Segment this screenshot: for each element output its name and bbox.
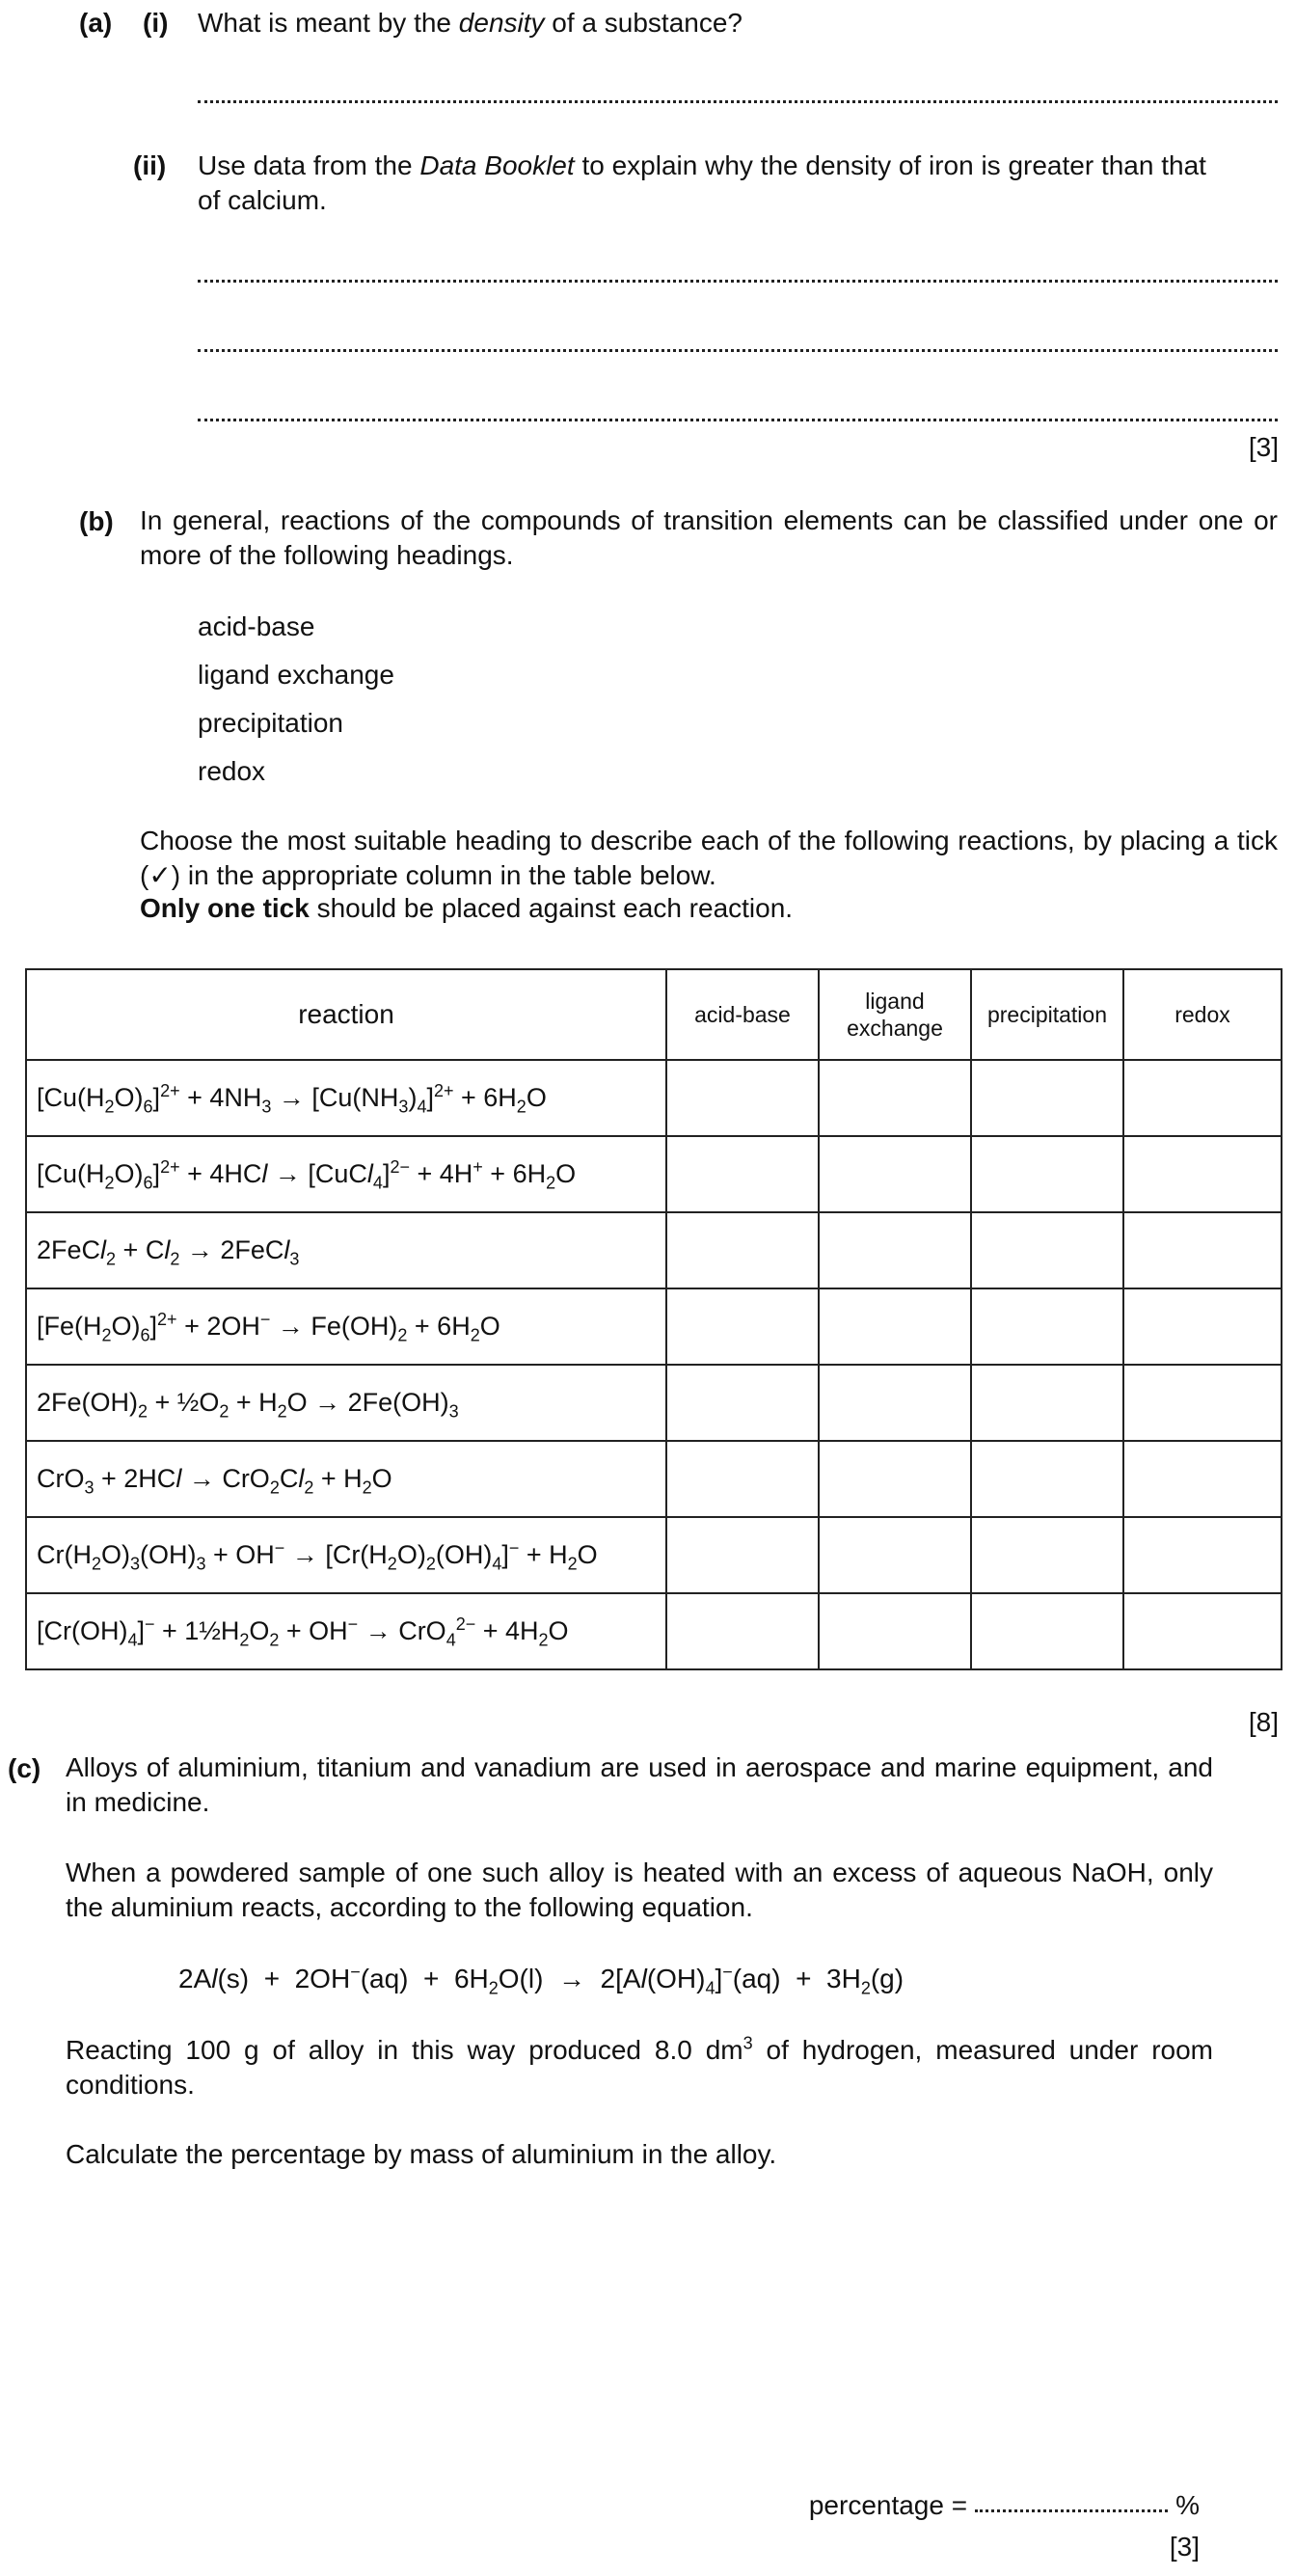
tick-cell-acid-base[interactable] bbox=[666, 1593, 819, 1669]
table-row bbox=[26, 1441, 1282, 1517]
tick-cell-ligand-exchange[interactable] bbox=[819, 1517, 971, 1593]
table-row bbox=[26, 1212, 1282, 1288]
percentage-unit: % bbox=[1175, 2490, 1200, 2520]
tick-cell-ligand-exchange[interactable] bbox=[819, 1441, 971, 1517]
reaction-8: $[Cr(OH)_4]^-$ + $1\frac{1}{2}H_2O_2 + OH^- \to CrO_4^{2-} + 4H_2O$ bbox=[26, 1593, 666, 1669]
header-redox: redox bbox=[1123, 969, 1282, 1060]
marks-a: [3] bbox=[1248, 432, 1279, 462]
tick-cell-redox[interactable] bbox=[1123, 1288, 1282, 1365]
tick-cell-precipitation[interactable] bbox=[971, 1136, 1123, 1212]
reaction-6: $CrO_3 + 2HCl \to CrO_2Cl_2 + H_2O$ bbox=[26, 1441, 666, 1517]
reaction-table bbox=[25, 968, 1282, 1670]
tick-cell-ligand-exchange[interactable] bbox=[819, 1136, 971, 1212]
part-c-paragraph-4: Calculate the percentage by mass of aluminium in the alloy. bbox=[66, 2139, 777, 2169]
reaction-3: 2FeCl$_2$ + $Cl_2$ → 2FeCl$_3$ bbox=[26, 1212, 666, 1288]
tick-cell-precipitation[interactable] bbox=[971, 1365, 1123, 1441]
reaction-1: $[Cu(H_2O)_6]^{2+} + 4NH_3 \to [Cu(NH_3)_4]^{2+} + 6H_2O$ bbox=[26, 1060, 666, 1136]
tick-cell-ligand-exchange[interactable] bbox=[819, 1365, 971, 1441]
table-header-row bbox=[26, 969, 1282, 1060]
table-row bbox=[26, 1365, 1282, 1441]
percentage-label: percentage = bbox=[808, 2490, 968, 2520]
header-ligand-exchange: ligand exchange bbox=[819, 969, 971, 1060]
tick-cell-precipitation[interactable] bbox=[971, 1441, 1123, 1517]
tick-cell-precipitation[interactable] bbox=[971, 1288, 1123, 1365]
part-c-paragraph-3: Reacting 100 g of alloy in this way produced 8.0 $dm^3$ of hydrogen, measured under room conditions. bbox=[66, 2033, 1213, 2100]
tick-cell-precipitation[interactable] bbox=[971, 1212, 1123, 1288]
heading-ligand-exchange: ligand exchange bbox=[198, 660, 394, 690]
tick-cell-redox[interactable] bbox=[1123, 1517, 1282, 1593]
tick-cell-acid-base[interactable] bbox=[666, 1441, 819, 1517]
table-row bbox=[26, 1288, 1282, 1365]
tick-cell-precipitation[interactable] bbox=[971, 1517, 1123, 1593]
answer-line-a-ii-1[interactable] bbox=[198, 280, 1278, 283]
tick-cell-redox[interactable] bbox=[1123, 1060, 1282, 1136]
tick-cell-acid-base[interactable] bbox=[666, 1212, 819, 1288]
answer-line-a-ii-3[interactable] bbox=[198, 419, 1278, 421]
tick-cell-acid-base[interactable] bbox=[666, 1136, 819, 1212]
tick-cell-ligand-exchange[interactable] bbox=[819, 1060, 971, 1136]
heading-precipitation: precipitation bbox=[198, 708, 343, 738]
heading-acid-base: acid-base bbox=[198, 611, 315, 641]
header-reaction: reaction bbox=[26, 969, 666, 1060]
tick-cell-ligand-exchange[interactable] bbox=[819, 1212, 971, 1288]
tick-cell-acid-base[interactable] bbox=[666, 1365, 819, 1441]
tick-cell-precipitation[interactable] bbox=[971, 1593, 1123, 1669]
answer-line-a-ii-2[interactable] bbox=[198, 349, 1278, 352]
part-c-label: (c) bbox=[8, 1753, 41, 1783]
reaction-7: $Cr(H_2O)_3(OH)_3 + OH^- \to [Cr(H_2O)_2(OH)_4]^- + H_2O$ bbox=[26, 1517, 666, 1593]
tick-cell-ligand-exchange[interactable] bbox=[819, 1593, 971, 1669]
tick-cell-redox[interactable] bbox=[1123, 1593, 1282, 1669]
question-a-i: What is meant by the density of a substance? bbox=[198, 8, 742, 38]
tick-cell-redox[interactable] bbox=[1123, 1441, 1282, 1517]
tick-cell-redox[interactable] bbox=[1123, 1212, 1282, 1288]
question-a-ii-line2: of calcium. bbox=[198, 185, 327, 215]
table-row bbox=[26, 1136, 1282, 1212]
part-a-label: (a) bbox=[79, 8, 113, 38]
tick-cell-acid-base[interactable] bbox=[666, 1060, 819, 1136]
percentage-answer-line[interactable] bbox=[975, 2509, 1168, 2512]
reaction-4: $[Fe(H_2O)_6]^{2+} + 2OH^- \to Fe(OH)_2 + 6H_2O$ bbox=[26, 1288, 666, 1365]
marks-b: [8] bbox=[1248, 1707, 1279, 1737]
table-row bbox=[26, 1060, 1282, 1136]
percentage-answer bbox=[809, 2490, 1200, 2521]
heading-redox: redox bbox=[198, 756, 266, 786]
reaction-5: $2Fe(OH)_2$ + $\frac{1}{2}O_2 + H_2O \to 2Fe(OH)_3$ bbox=[26, 1365, 666, 1441]
header-precipitation: precipitation bbox=[971, 969, 1123, 1060]
part-a-ii-label: (ii) bbox=[133, 150, 167, 180]
tick-cell-precipitation[interactable] bbox=[971, 1060, 1123, 1136]
tick-cell-redox[interactable] bbox=[1123, 1136, 1282, 1212]
header-acid-base: acid-base bbox=[666, 969, 819, 1060]
part-b-instruction-2: Only one tick should be placed against each reaction. bbox=[140, 893, 794, 923]
marks-c: [3] bbox=[1169, 2532, 1200, 2562]
answer-line-a-i[interactable] bbox=[198, 100, 1278, 103]
tick-cell-acid-base[interactable] bbox=[666, 1288, 819, 1365]
table-row bbox=[26, 1517, 1282, 1593]
tick-cell-ligand-exchange[interactable] bbox=[819, 1288, 971, 1365]
question-a-ii: Use data from the Data Booklet to explain why the density of iron is greater than that bbox=[198, 150, 1206, 180]
part-b-intro: In general, reactions of the compounds of transition elements can be classified under one or more of the following headings. bbox=[140, 505, 1278, 570]
reaction-2: $[Cu(H_2O)_6]^{2+} + 4HCl$ → [CuCl$_4$]$^{2-}$ + $4H^+ + 6H_2O$ bbox=[26, 1136, 666, 1212]
table-row bbox=[26, 1593, 1282, 1669]
tick-cell-redox[interactable] bbox=[1123, 1365, 1282, 1441]
part-c-paragraph-2: When a powdered sample of one such alloy is heated with an excess of aqueous NaOH, only the aluminium reacts, according to the following equation. bbox=[66, 1857, 1213, 1922]
aluminium-equation: $2Al(s) + 2OH^-(aq) + 6H_2O(l) \to 2[Al(OH)_4]^-(aq) + 3H_2(g)$ bbox=[178, 1962, 904, 1998]
tick-cell-acid-base[interactable] bbox=[666, 1517, 819, 1593]
part-b-instruction: Choose the most suitable heading to describe each of the following reactions, by placing a tick (✓) in the appropriate column in the table below. bbox=[140, 826, 1278, 890]
part-c-paragraph-1: Alloys of aluminium, titanium and vanadium are used in aerospace and marine equipment, and in medicine. bbox=[66, 1752, 1213, 1817]
part-b-label: (b) bbox=[79, 506, 114, 536]
part-a-i-label: (i) bbox=[143, 8, 169, 38]
